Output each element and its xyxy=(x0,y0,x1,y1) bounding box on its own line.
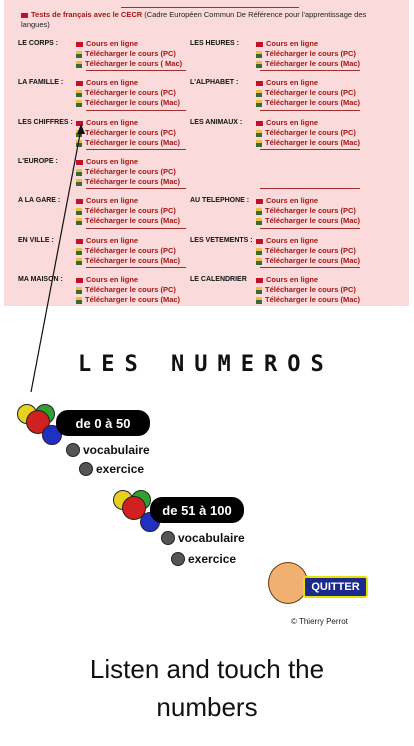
link-text: Télécharger le cours (PC) xyxy=(85,206,176,215)
link-text: Télécharger le cours (PC) xyxy=(85,167,176,176)
link-text: Télécharger le cours (Mac) xyxy=(85,177,181,186)
link-text: Cours en ligne xyxy=(86,78,139,87)
link-text: Télécharger le cours (Mac) xyxy=(85,295,181,304)
topic-label: LES HEURES : xyxy=(190,40,240,47)
topic-label: AU TELEPHONE : xyxy=(190,197,250,204)
quit-button[interactable]: QUITTER xyxy=(303,576,368,598)
link-text: Télécharger le cours (PC) xyxy=(265,206,356,215)
link-text: Cours en ligne xyxy=(86,118,139,127)
link-text: Cours en ligne xyxy=(266,39,319,48)
link-text: Cours en ligne xyxy=(266,236,319,245)
link-text: Télécharger le cours (Mac) xyxy=(85,256,181,265)
circle-icon xyxy=(171,552,185,566)
link-text: Télécharger le cours (Mac) xyxy=(265,256,361,265)
exercise-label: exercice xyxy=(188,552,237,566)
topic-label: L'EUROPE : xyxy=(18,158,58,165)
topic-label: LES VETEMENTS : xyxy=(190,237,253,244)
link-text: Télécharger le cours ( Mac) xyxy=(85,59,183,68)
link-text: Cours en ligne xyxy=(266,196,319,205)
topic-label: LES CHIFFRES : xyxy=(18,119,73,126)
link-text: Télécharger le cours (Mac) xyxy=(265,138,361,147)
range-0-50-button[interactable]: de 0 à 50 xyxy=(56,410,150,436)
vocabulary-label: vocabulaire xyxy=(178,531,245,545)
link-text: Télécharger le cours (Mac) xyxy=(85,98,181,107)
link-text: Cours en ligne xyxy=(266,78,319,87)
topic-label: LES ANIMAUX : xyxy=(190,119,243,126)
cecr-description: (Cadre Européen Commun De Référence pour l'apprentissage des langues) xyxy=(21,10,367,29)
exercise-label: exercice xyxy=(96,462,145,476)
circle-icon xyxy=(66,443,80,457)
link-text: Télécharger le cours (PC) xyxy=(85,246,176,255)
vocabulary-label: vocabulaire xyxy=(83,443,150,457)
topic-label: MA MAISON : xyxy=(18,276,63,283)
link-text: Télécharger le cours (Mac) xyxy=(85,216,181,225)
link-text: Télécharger le cours (Mac) xyxy=(265,216,361,225)
link-text: Cours en ligne xyxy=(86,39,139,48)
topic-label: L'ALPHABET : xyxy=(190,79,239,86)
link-text: Télécharger le cours (PC) xyxy=(265,128,356,137)
link-text: Télécharger le cours (PC) xyxy=(85,49,176,58)
link-text: Cours en ligne xyxy=(86,157,139,166)
vocabulary-option-2[interactable] xyxy=(161,531,245,545)
exercise-option-1[interactable] xyxy=(79,462,144,476)
link-text: Télécharger le cours (PC) xyxy=(85,128,176,137)
topic-label: A LA GARE : xyxy=(18,197,61,204)
caption-line-2: numbers xyxy=(156,692,258,722)
link-text: Télécharger le cours (PC) xyxy=(265,285,356,294)
link-text: Cours en ligne xyxy=(86,275,139,284)
copyright-credit: © Thierry Perrot xyxy=(291,617,348,626)
cartoon-face-icon xyxy=(268,562,308,604)
link-text: Télécharger le cours (Mac) xyxy=(265,98,361,107)
range-51-100-button[interactable]: de 51 à 100 xyxy=(150,497,244,523)
link-text: Cours en ligne xyxy=(266,275,319,284)
link-text: Télécharger le cours (PC) xyxy=(85,88,176,97)
exercise-option-2[interactable] xyxy=(171,552,236,566)
link-text: Télécharger le cours (Mac) xyxy=(85,138,181,147)
topic-label: LE CALENDRIER xyxy=(190,276,247,283)
instruction-caption xyxy=(0,650,414,726)
link-text: Télécharger le cours (Mac) xyxy=(265,59,361,68)
link-text: Télécharger le cours (PC) xyxy=(85,285,176,294)
topic-label: EN VILLE : xyxy=(18,237,54,244)
circle-icon xyxy=(79,462,93,476)
game-title: LES NUMEROS xyxy=(78,352,334,377)
link-text: Télécharger le cours (Mac) xyxy=(265,295,361,304)
caption-line-1: Listen and touch the xyxy=(89,654,325,684)
cecr-link[interactable]: Tests de français avec le CECR xyxy=(31,10,143,19)
vocabulary-option-1[interactable] xyxy=(66,443,150,457)
circle-icon xyxy=(161,531,175,545)
link-text: Cours en ligne xyxy=(266,118,319,127)
link-text: Télécharger le cours (PC) xyxy=(265,88,356,97)
link-text: Télécharger le cours (PC) xyxy=(265,246,356,255)
topic-label: LE CORPS : xyxy=(18,40,59,47)
link-text: Cours en ligne xyxy=(86,236,139,245)
topic-label: LA FAMILLE : xyxy=(18,79,64,86)
link-text: Télécharger le cours (PC) xyxy=(265,49,356,58)
link-text: Cours en ligne xyxy=(86,196,139,205)
